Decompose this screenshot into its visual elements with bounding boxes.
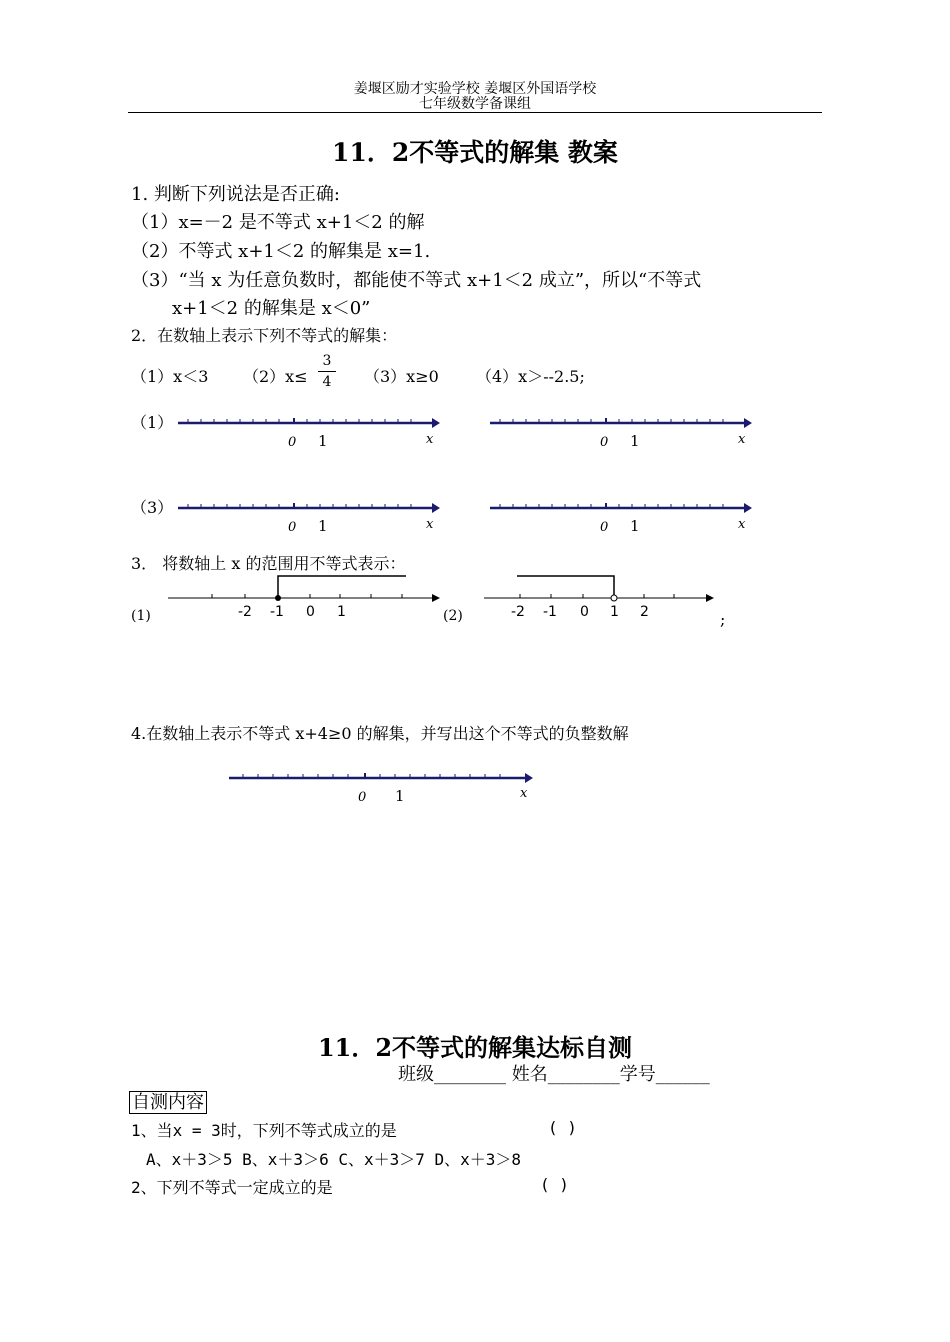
q4-axis-one: 1 [395, 787, 405, 805]
axis1-zero: 0 [288, 435, 297, 450]
q3-2-tick-0: 0 [580, 604, 589, 620]
test-q1-options: A、x＋3＞5 B、x＋3＞6 C、x＋3＞7 D、x＋3＞8 [146, 1150, 522, 1169]
number-line-4 [490, 500, 750, 520]
frac-denominator: 4 [322, 374, 332, 390]
q4-number-line [229, 770, 539, 790]
number-line-2 [490, 415, 750, 435]
q3-2-tick-1: 1 [610, 604, 619, 620]
axis3-var: x [426, 517, 434, 532]
q2-part-2: （2）x≤ [243, 367, 308, 386]
axis4-one: 1 [630, 517, 640, 535]
axis1-var: x [426, 432, 434, 447]
q2-fraction [318, 352, 336, 391]
test-q2-paren: ( ) [540, 1175, 569, 1194]
frac-bar [318, 371, 336, 372]
axis2-zero: 0 [600, 435, 609, 450]
test-q1: 1、当x = 3时，下列不等式成立的是 [131, 1121, 397, 1140]
q3-2-tick-m1: -1 [543, 604, 557, 620]
q3-stem: 3． 将数轴上 x 的范围用不等式表示： [131, 554, 406, 573]
q3-1-tick-m2: -2 [238, 604, 252, 620]
q3-tail: ; [720, 610, 726, 629]
test-q1-paren: ( ) [548, 1118, 577, 1137]
test-q2: 2、下列不等式一定成立的是 [131, 1178, 333, 1197]
q4-axis-var: x [520, 786, 528, 801]
q3-2-tick-2: 2 [640, 604, 649, 620]
q4-stem: 4.在数轴上表示不等式 x+4≥0 的解集，并写出这个不等式的负整数解 [131, 724, 629, 743]
q2-row-label-1: （1） [131, 413, 174, 432]
q3-1-tick-0: 0 [306, 604, 315, 620]
q3-label-1: (1) [131, 608, 151, 624]
axis3-one: 1 [318, 517, 328, 535]
axis3-zero: 0 [288, 520, 297, 535]
q2-part-3: （3）x≥0 [364, 367, 439, 386]
header-group: 七年级数学备课组 [419, 96, 531, 112]
q1-stem: 1. 判断下列说法是否正确: [131, 184, 340, 205]
q2-row-label-3: （3） [131, 498, 174, 517]
page-title: 11．2不等式的解集 教案 [332, 138, 618, 167]
test-section-box: 自测内容 [129, 1091, 207, 1114]
q4-axis-zero: 0 [358, 790, 367, 805]
header-rule [128, 112, 822, 113]
axis4-zero: 0 [600, 520, 609, 535]
axis4-var: x [738, 517, 746, 532]
q1-item-3-cont: x+1＜2 的解集是 x＜0” [172, 298, 371, 319]
header-schools: 姜堰区励才实验学校 姜堰区外国语学校 [353, 81, 597, 97]
frac-numerator: 3 [322, 353, 332, 369]
axis2-var: x [738, 432, 746, 447]
number-line-3 [178, 500, 438, 520]
q2-stem: 2．在数轴上表示下列不等式的解集： [131, 326, 398, 345]
q1-item-1: （1）x=－2 是不等式 x+1＜2 的解 [131, 212, 425, 233]
q3-1-tick-1: 1 [337, 604, 346, 620]
axis2-one: 1 [630, 432, 640, 450]
test-fields: 班级________ 姓名________学号______ [398, 1064, 710, 1085]
q3-2-tick-m2: -2 [511, 604, 525, 620]
q3-label-2: (2) [443, 608, 463, 624]
q2-part-1: （1）x＜3 [131, 367, 209, 386]
test-title: 11．2不等式的解集达标自测 [317, 1033, 633, 1062]
q2-part-4: （4）x＞--2.5; [476, 367, 585, 386]
number-line-1 [178, 415, 438, 435]
q1-item-3: （3）“当 x 为任意负数时，都能使不等式 x+1＜2 成立”，所以“不等式 [131, 270, 702, 291]
q1-item-2: （2）不等式 x+1＜2 的解集是 x=1. [131, 241, 431, 262]
test-section-label [129, 1088, 207, 1114]
q3-1-tick-m1: -1 [270, 604, 284, 620]
axis1-one: 1 [318, 432, 328, 450]
